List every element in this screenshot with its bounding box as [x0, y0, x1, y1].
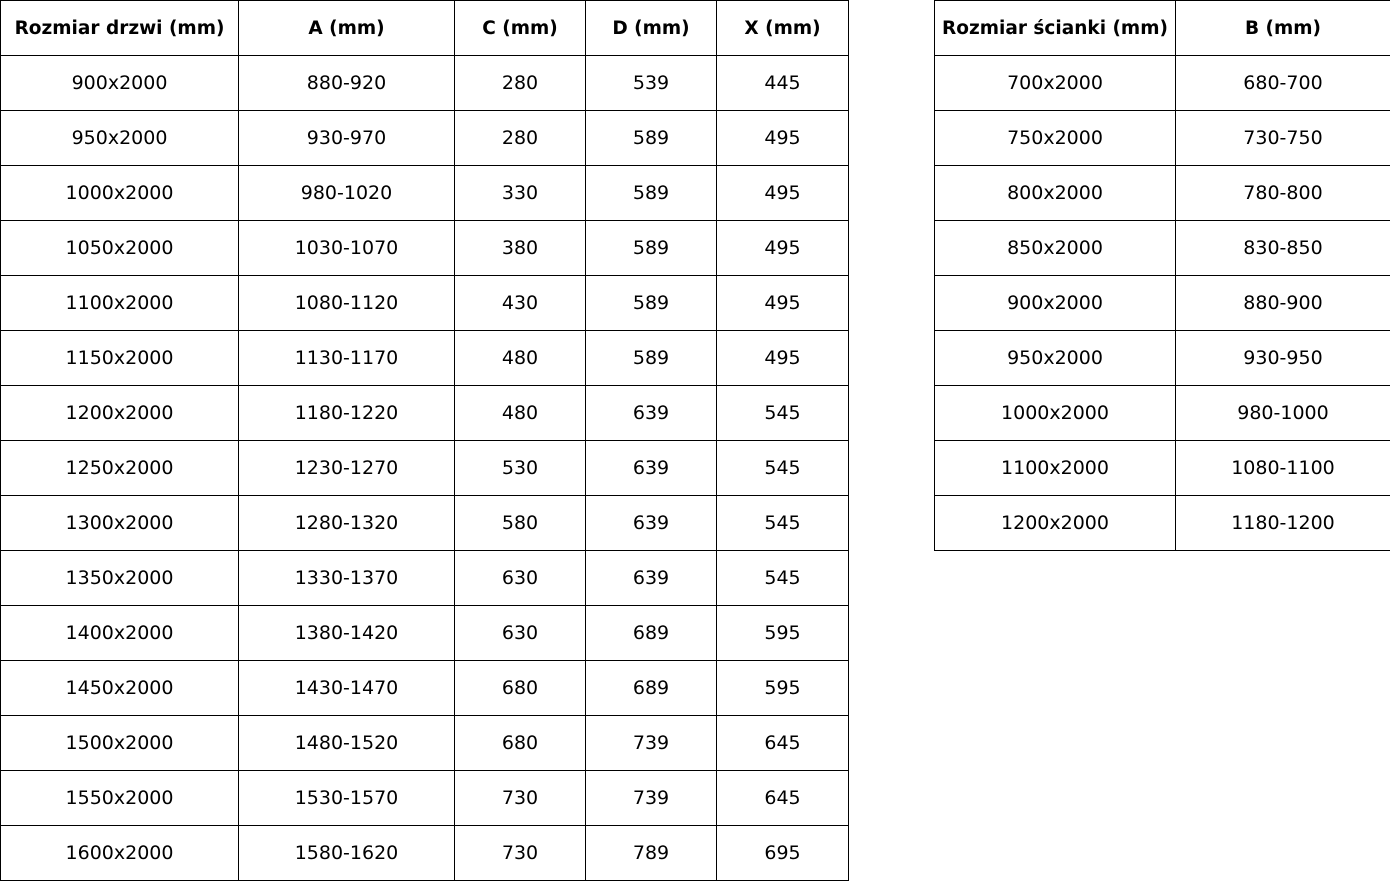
- column-header-a: A (mm): [239, 1, 455, 56]
- cell-d: 589: [586, 166, 717, 221]
- cell-door-size: 950x2000: [1, 111, 239, 166]
- column-header-wall-size: Rozmiar ścianki (mm): [935, 1, 1176, 56]
- cell-a: 1230-1270: [239, 441, 455, 496]
- cell-wall-size: 1100x2000: [935, 441, 1176, 496]
- cell-d: 689: [586, 661, 717, 716]
- cell-x: 695: [717, 826, 849, 881]
- cell-door-size: 1300x2000: [1, 496, 239, 551]
- table-row: [935, 331, 1390, 386]
- cell-door-size: 1350x2000: [1, 551, 239, 606]
- cell-c: 380: [455, 221, 586, 276]
- cell-door-size: 1100x2000: [1, 276, 239, 331]
- cell-a: 1130-1170: [239, 331, 455, 386]
- cell-door-size: 1500x2000: [1, 716, 239, 771]
- cell-a: 880-920: [239, 56, 455, 111]
- column-header-d: D (mm): [586, 1, 717, 56]
- cell-c: 430: [455, 276, 586, 331]
- cell-c: 630: [455, 551, 586, 606]
- cell-d: 739: [586, 771, 717, 826]
- column-header-c: C (mm): [455, 1, 586, 56]
- cell-c: 330: [455, 166, 586, 221]
- cell-b: 1180-1200: [1176, 496, 1390, 551]
- cell-x: 595: [717, 661, 849, 716]
- cell-b: 730-750: [1176, 111, 1390, 166]
- table-header-row: [1, 1, 849, 56]
- cell-b: 1080-1100: [1176, 441, 1390, 496]
- cell-x: 645: [717, 771, 849, 826]
- table-row: [1, 56, 849, 111]
- table-row: [1, 716, 849, 771]
- cell-wall-size: 1200x2000: [935, 496, 1176, 551]
- wall-sizes-table-head: [935, 1, 1390, 56]
- cell-b: 930-950: [1176, 331, 1390, 386]
- cell-d: 639: [586, 496, 717, 551]
- table-row: [935, 166, 1390, 221]
- cell-c: 480: [455, 386, 586, 441]
- cell-d: 589: [586, 331, 717, 386]
- cell-door-size: 1400x2000: [1, 606, 239, 661]
- cell-d: 639: [586, 551, 717, 606]
- cell-a: 1580-1620: [239, 826, 455, 881]
- cell-c: 730: [455, 826, 586, 881]
- cell-x: 545: [717, 441, 849, 496]
- cell-wall-size: 700x2000: [935, 56, 1176, 111]
- cell-a: 1530-1570: [239, 771, 455, 826]
- cell-c: 530: [455, 441, 586, 496]
- cell-door-size: 1250x2000: [1, 441, 239, 496]
- cell-x: 645: [717, 716, 849, 771]
- cell-a: 1330-1370: [239, 551, 455, 606]
- cell-a: 1430-1470: [239, 661, 455, 716]
- door-sizes-table-body: [1, 56, 849, 881]
- table-row: [935, 221, 1390, 276]
- cell-d: 539: [586, 56, 717, 111]
- cell-d: 639: [586, 386, 717, 441]
- cell-a: 980-1020: [239, 166, 455, 221]
- table-row: [1, 826, 849, 881]
- cell-wall-size: 800x2000: [935, 166, 1176, 221]
- cell-x: 495: [717, 166, 849, 221]
- cell-x: 595: [717, 606, 849, 661]
- cell-d: 739: [586, 716, 717, 771]
- cell-door-size: 900x2000: [1, 56, 239, 111]
- cell-x: 495: [717, 331, 849, 386]
- table-row: [1, 551, 849, 606]
- cell-x: 545: [717, 496, 849, 551]
- cell-a: 1380-1420: [239, 606, 455, 661]
- cell-x: 545: [717, 386, 849, 441]
- door-sizes-table-head: [1, 1, 849, 56]
- cell-wall-size: 950x2000: [935, 331, 1176, 386]
- cell-x: 495: [717, 221, 849, 276]
- cell-d: 589: [586, 221, 717, 276]
- column-header-door-size: Rozmiar drzwi (mm): [1, 1, 239, 56]
- table-header-row: [935, 1, 1390, 56]
- cell-d: 789: [586, 826, 717, 881]
- cell-door-size: 1450x2000: [1, 661, 239, 716]
- cell-wall-size: 900x2000: [935, 276, 1176, 331]
- cell-x: 445: [717, 56, 849, 111]
- table-row: [1, 771, 849, 826]
- table-row: [935, 441, 1390, 496]
- column-header-x: X (mm): [717, 1, 849, 56]
- wall-sizes-table: [934, 0, 1390, 551]
- cell-a: 930-970: [239, 111, 455, 166]
- table-row: [1, 441, 849, 496]
- table-row: [935, 111, 1390, 166]
- column-header-b: B (mm): [1176, 1, 1390, 56]
- table-row: [1, 331, 849, 386]
- table-row: [935, 56, 1390, 111]
- cell-a: 1030-1070: [239, 221, 455, 276]
- cell-b: 680-700: [1176, 56, 1390, 111]
- cell-c: 280: [455, 111, 586, 166]
- cell-x: 495: [717, 276, 849, 331]
- cell-c: 580: [455, 496, 586, 551]
- table-row: [935, 496, 1390, 551]
- cell-b: 880-900: [1176, 276, 1390, 331]
- cell-c: 680: [455, 716, 586, 771]
- wall-sizes-table-body: [935, 56, 1390, 551]
- cell-d: 689: [586, 606, 717, 661]
- cell-c: 480: [455, 331, 586, 386]
- table-row: [935, 276, 1390, 331]
- cell-c: 280: [455, 56, 586, 111]
- cell-c: 680: [455, 661, 586, 716]
- cell-door-size: 1200x2000: [1, 386, 239, 441]
- cell-a: 1080-1120: [239, 276, 455, 331]
- cell-door-size: 1550x2000: [1, 771, 239, 826]
- table-row: [1, 606, 849, 661]
- table-row: [1, 111, 849, 166]
- table-row: [935, 386, 1390, 441]
- cell-b: 830-850: [1176, 221, 1390, 276]
- cell-d: 639: [586, 441, 717, 496]
- cell-b: 980-1000: [1176, 386, 1390, 441]
- cell-wall-size: 850x2000: [935, 221, 1176, 276]
- table-row: [1, 661, 849, 716]
- cell-wall-size: 1000x2000: [935, 386, 1176, 441]
- cell-door-size: 1150x2000: [1, 331, 239, 386]
- table-row: [1, 496, 849, 551]
- cell-b: 780-800: [1176, 166, 1390, 221]
- table-row: [1, 386, 849, 441]
- cell-wall-size: 750x2000: [935, 111, 1176, 166]
- cell-door-size: 1000x2000: [1, 166, 239, 221]
- cell-c: 730: [455, 771, 586, 826]
- table-row: [1, 166, 849, 221]
- cell-d: 589: [586, 111, 717, 166]
- cell-d: 589: [586, 276, 717, 331]
- cell-a: 1280-1320: [239, 496, 455, 551]
- cell-a: 1180-1220: [239, 386, 455, 441]
- cell-door-size: 1600x2000: [1, 826, 239, 881]
- cell-a: 1480-1520: [239, 716, 455, 771]
- table-row: [1, 221, 849, 276]
- cell-c: 630: [455, 606, 586, 661]
- cell-x: 495: [717, 111, 849, 166]
- cell-x: 545: [717, 551, 849, 606]
- cell-door-size: 1050x2000: [1, 221, 239, 276]
- table-row: [1, 276, 849, 331]
